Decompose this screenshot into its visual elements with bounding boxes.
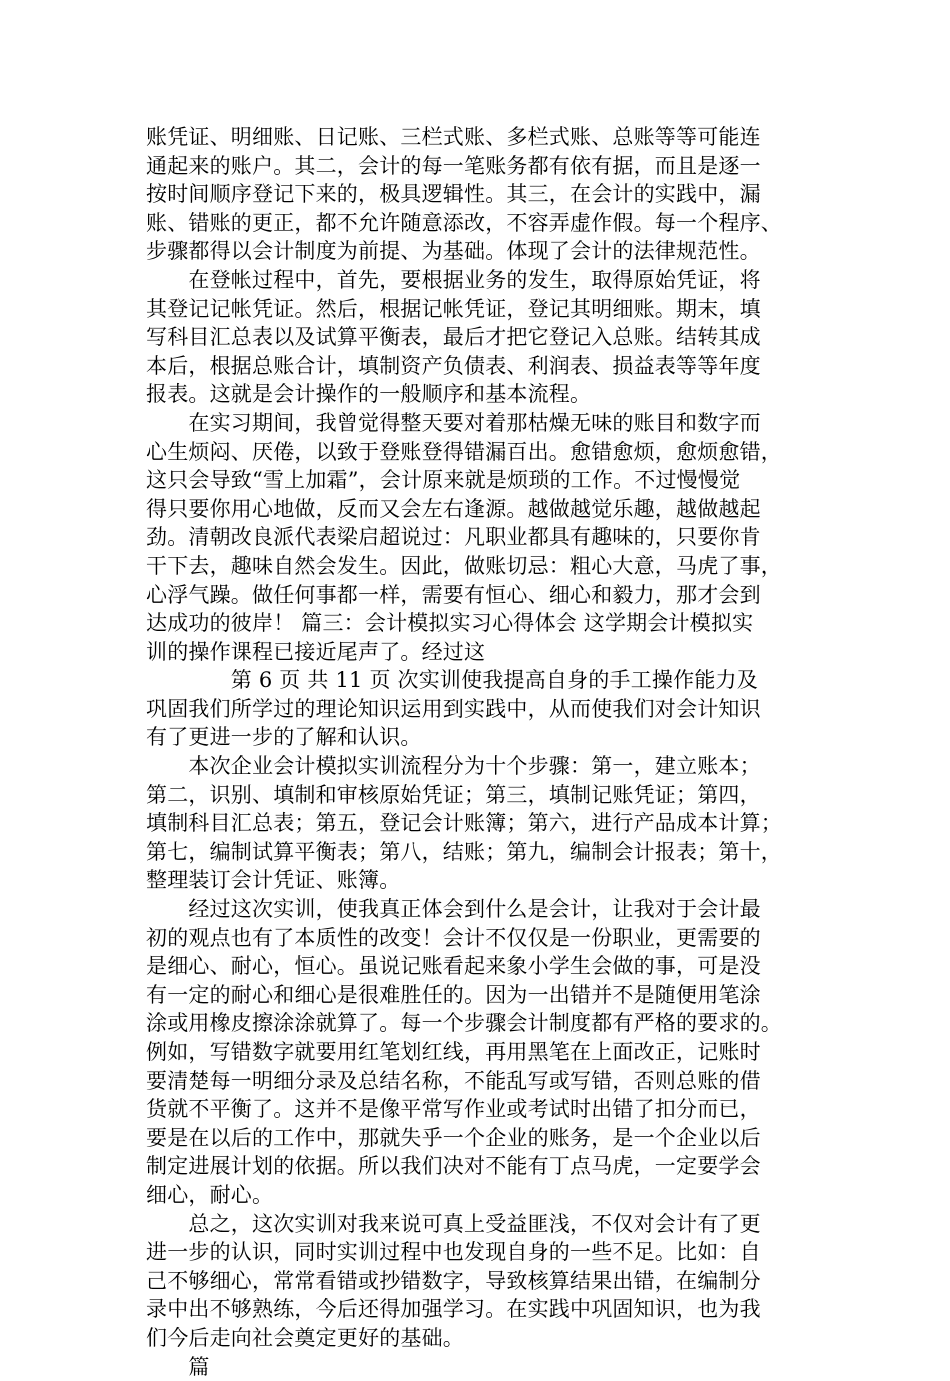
paragraph-4-with-page-number: 第 6 页 共 11 页 次实训使我提高自身的手工操作能力及 巩固我们所学过的理论知识运用到实践中，从而使我们对会计知识 有了更进一步的了解和认识。 <box>146 668 761 750</box>
paragraph-1: 账凭证、明细账、日记账、三栏式账、多栏式账、总账等等可能连 通起来的账户。其二，会计的每一笔账务都有依有据，而且是逐一 按时间顺序登记下来的，极具逻辑性。其三，在会计的实践中，漏 账、错账的更正，都不允许随意添改，不容弄虚作假。每一个程序、 步骤都得以会计制度为前提、为基础。体现了会计的法律规范性。 <box>146 125 782 264</box>
paragraph-2: 在登帐过程中，首先，要根据业务的发生，取得原始凭证，将 其登记记帐凭证。然后，根据记帐凭证，登记其明细账。期末，填 写科目汇总表以及试算平衡表，最后才把它登记入总账。结转其成 本后，根据总账合计，填制资产负债表、利润表、损益表等等年度 报表。这就是会计操作的一般顺序和基本流程。 <box>146 267 761 407</box>
paragraph-5: 本次企业会计模拟实训流程分为十个步骤：第一，建立账本； 第二，识别、填制和审核原始凭证；第三，填制记账凭证；第四， 填制科目汇总表；第五，登记会计账簿；第六，进行产品成本计算； 第七，编制试算平衡表；第八，结账；第九，编制会计报表；第十， 整理装订会计凭证、账簿。 <box>146 754 782 893</box>
paragraph-8: 篇 <box>146 1354 210 1379</box>
paragraph-6: 经过这次实训，使我真正体会到什么是会计，让我对于会计最 初的观点也有了本质性的改变！会计不仅仅是一份职业，更需要的 是细心、耐心，恒心。虽说记账看起来象小学生会做的事，可是没 有一定的耐心和细心是很难胜任的。因为一出错并不是随便用笔涂 涂或用橡皮擦涂涂就算了。每一个步骤会计制度都有严格的要求的。 例如，写错数字就要用红笔划红线，再用黑笔在上面改正，记账时 要清楚每一明细分录及总结名称，不能乱写或写错，否则总账的借 货就不平衡了。这并不是像平常写作业或考试时出错了扣分而已， 要是在以后的工作中，那就失乎一个企业的账务，是一个企业以后 制定进展计划的依据。所以我们决对不能有丁点马虎，一定要学会 细心，耐心。 <box>146 897 782 1207</box>
paragraph-3: 在实习期间，我曾觉得整天要对着那枯燥无味的账目和数字而 心生烦闷、厌倦，以致于登账登得错漏百出。愈错愈烦，愈烦愈错， 这只会导致“雪上加霜”，会计原来就是烦琐的工作。不过慢慢觉 得只要你用心地做，反而又会左右逢源。越做越觉乐趣，越做越起 劲。清朝改良派代表梁启超说过：凡职业都具有趣味的，只要你肯 干下去，趣味自然会发生。因此，做账切忌：粗心大意，马虎了事， 心浮气躁。做任何事都一样，需要有恒心、细心和毅力，那才会到 达成功的彼岸！ 篇三：会计模拟实习心得体会 这学期会计模拟实 训的操作课程已接近尾声了。经过这 <box>146 410 782 664</box>
body-text <box>146 123 826 1381</box>
paragraph-7: 总之，这次实训对我来说可真上受益匪浅，不仅对会计有了更 进一步的认识，同时实训过程中也发现自身的一些不足。比如：自 己不够细心，常常看错或抄错数字，导致核算结果出错，在编制分 录中出不够熟练，今后还得加强学习。在实践中巩固知识，也为我 们今后走向社会奠定更好的基础。 <box>146 1211 761 1350</box>
